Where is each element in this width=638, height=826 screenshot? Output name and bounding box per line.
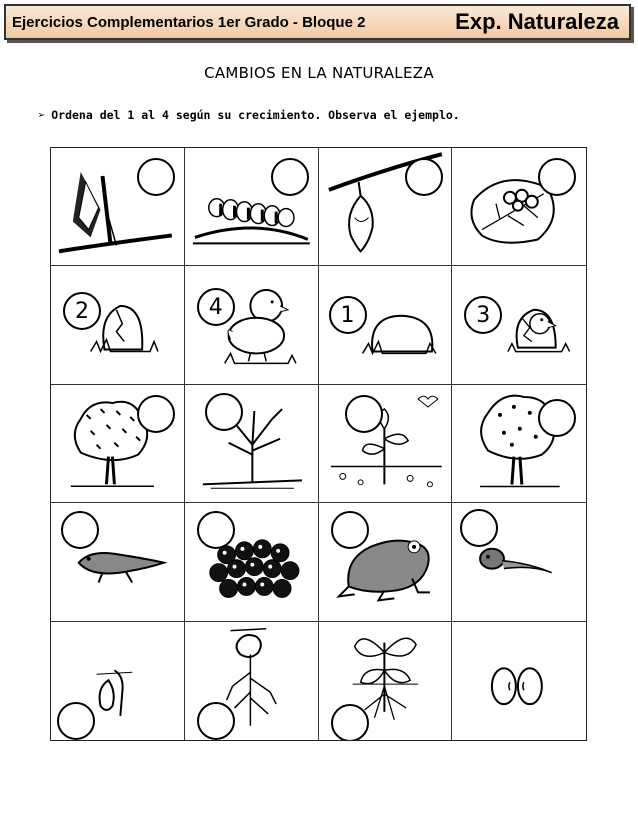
- answer-circle[interactable]: 2: [63, 292, 101, 330]
- grid-cell: [319, 503, 453, 621]
- seedling-icon: [319, 385, 452, 502]
- answer-circle[interactable]: [137, 158, 175, 196]
- grid-cell: [185, 503, 319, 621]
- chick-icon: [185, 266, 318, 383]
- worksheet-header: [4, 4, 631, 40]
- grid-cell: [452, 148, 586, 266]
- page-title: CAMBIOS EN LA NATURALEZA: [204, 64, 434, 82]
- grid-cell: [51, 385, 185, 503]
- answer-circle[interactable]: [345, 395, 383, 433]
- answer-circle[interactable]: 4: [197, 288, 235, 326]
- instruction-text: Ordena del 1 al 4 según su crecimiento. Observa el ejemplo.: [51, 108, 460, 122]
- answer-circle[interactable]: [197, 511, 235, 549]
- grid-cell: [452, 385, 586, 503]
- grid-cell: [319, 266, 453, 384]
- grid-cell: [319, 622, 453, 740]
- grid-cell: [51, 503, 185, 621]
- sequence-grid: [50, 147, 587, 741]
- grid-cell: [51, 148, 185, 266]
- answer-circle[interactable]: [271, 158, 309, 196]
- answer-circle[interactable]: [57, 702, 95, 740]
- grid-cell: [185, 148, 319, 266]
- grid-cell: [185, 622, 319, 740]
- answer-circle[interactable]: [331, 704, 369, 740]
- answer-circle[interactable]: 1: [329, 296, 367, 334]
- answer-circle[interactable]: [205, 393, 243, 431]
- grid-cell: [452, 503, 586, 621]
- arrow-bullet-icon: ➢: [38, 108, 46, 122]
- answer-circle[interactable]: [61, 511, 99, 549]
- grid-cell: [452, 622, 586, 740]
- beans-icon: [452, 622, 586, 740]
- header-course-info: Ejercicios Complementarios 1er Grado - Bloque 2: [12, 14, 366, 31]
- grid-cell: [185, 385, 319, 503]
- grid-cell: [452, 266, 586, 384]
- grid-cell: [185, 266, 319, 384]
- bare-tree-icon: [185, 385, 318, 502]
- instruction: [38, 108, 460, 122]
- grid-cell: [319, 385, 453, 503]
- answer-circle[interactable]: 3: [464, 296, 502, 334]
- answer-circle[interactable]: [331, 511, 369, 549]
- answer-circle[interactable]: [538, 158, 576, 196]
- header-subject: Exp. Naturaleza: [455, 9, 619, 34]
- answer-circle[interactable]: [197, 702, 235, 740]
- grid-cell: [319, 148, 453, 266]
- grid-cell: [51, 266, 185, 384]
- answer-circle[interactable]: [137, 395, 175, 433]
- answer-circle[interactable]: [405, 158, 443, 196]
- answer-circle[interactable]: [538, 399, 576, 437]
- grid-cell: [51, 622, 185, 740]
